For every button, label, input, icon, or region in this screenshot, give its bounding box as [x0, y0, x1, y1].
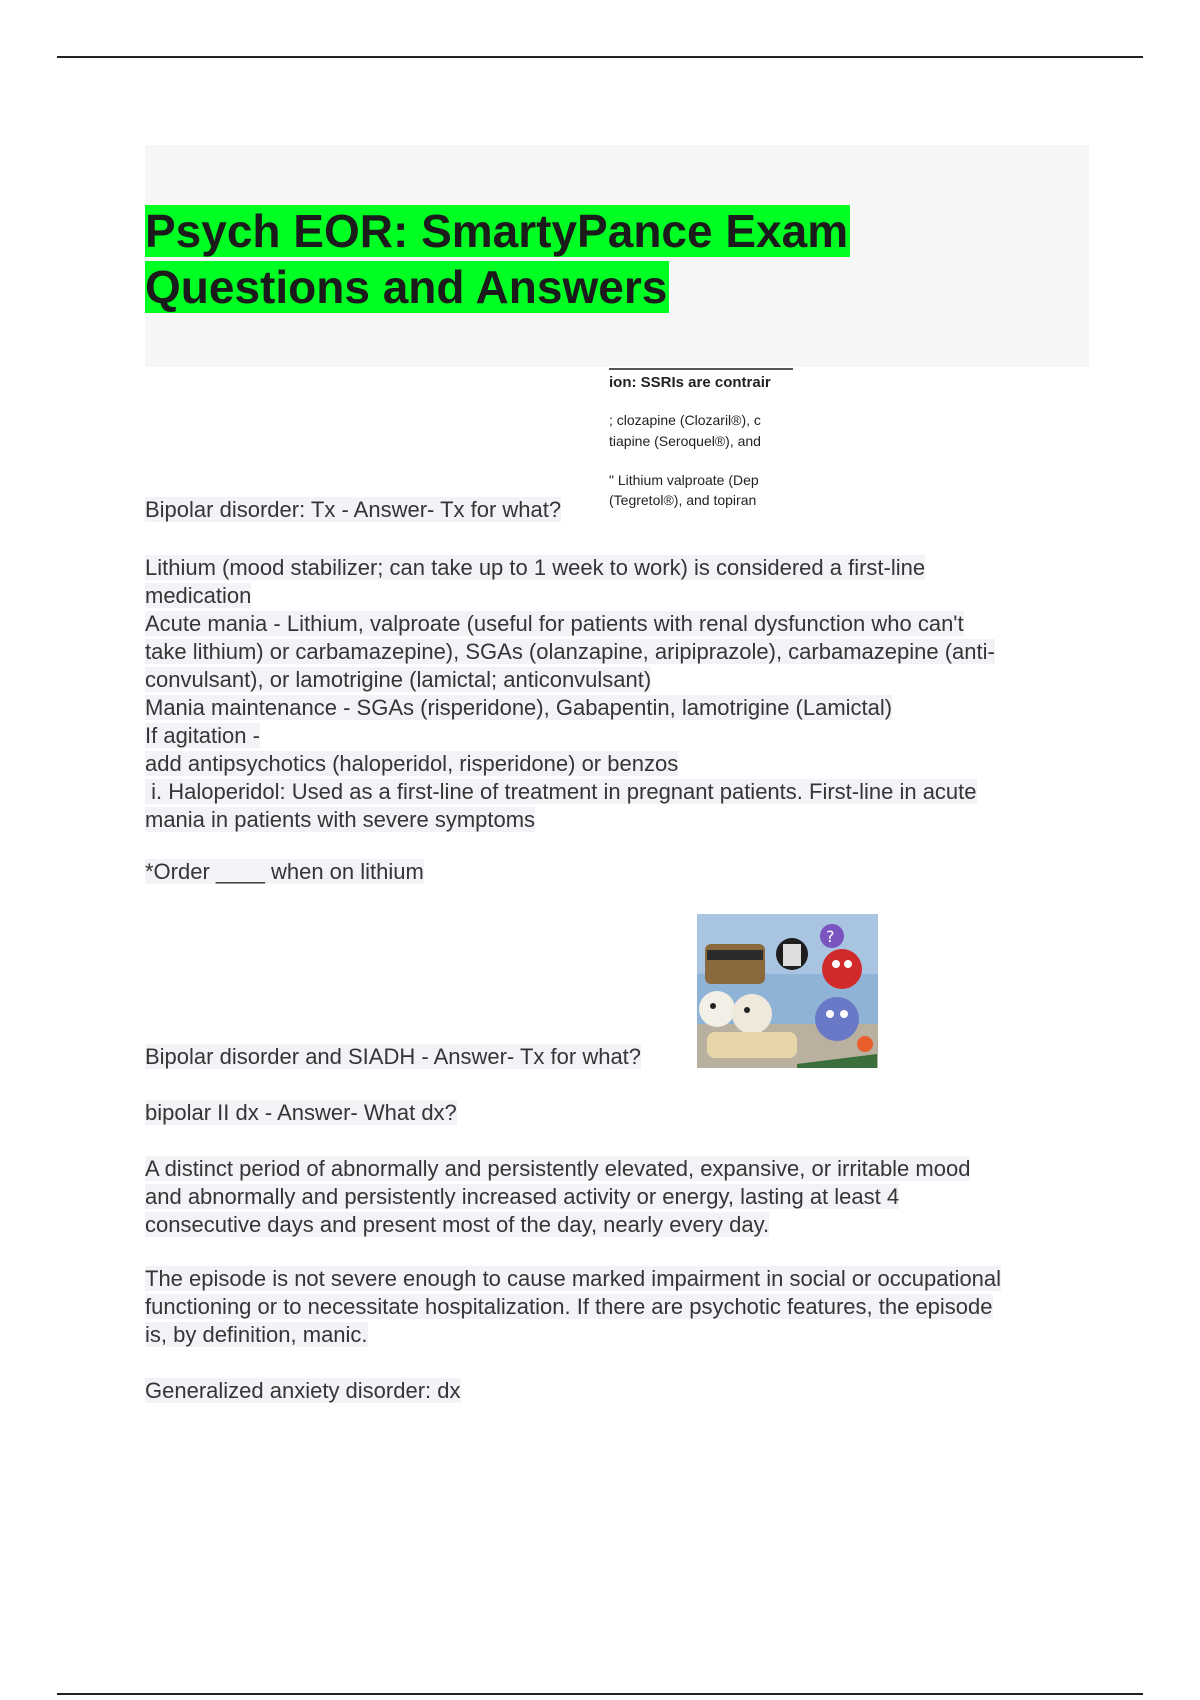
answer-line: consecutive days and present most of the day, nearly every day.	[145, 1212, 770, 1237]
order-lithium-line	[145, 858, 1090, 886]
question-text: bipolar II dx - Answer- What dx?	[145, 1100, 457, 1125]
question-text: Generalized anxiety disorder: dx	[145, 1378, 461, 1403]
top-rule	[57, 56, 1143, 58]
answer-line: The episode is not severe enough to cause marked impairment in social or occupational	[145, 1266, 1002, 1291]
answer-line: add antipsychotics (haloperidol, risperidone) or benzos	[145, 751, 679, 776]
question-bipolar-ii	[145, 1099, 1090, 1127]
answer-line: functioning or to necessitate hospitalization. If there are psychotic features, the episode	[145, 1294, 993, 1319]
answer-line: i. Haloperidol: Used as a first-line of treatment in pregnant patients. First-line in acute	[145, 779, 977, 804]
snippet-line-3: tiapine (Seroquel®), and	[609, 433, 761, 449]
answer-line: mania in patients with severe symptoms	[145, 807, 536, 832]
answer-line: Acute mania - Lithium, valproate (useful for patients with renal dysfunction who can't	[145, 611, 964, 636]
answer-line: If agitation -	[145, 723, 260, 748]
question-gad	[145, 1377, 1090, 1405]
snippet-line-2: ; clozapine (Clozaril®), c	[609, 412, 761, 428]
snippet-line-4: " Lithium valproate (Dep	[609, 472, 759, 488]
question-text: Bipolar disorder: Tx - Answer- Tx for what?	[145, 497, 562, 522]
question-bipolar-siadh	[145, 1043, 1090, 1071]
ssri-snippet-image	[609, 366, 793, 513]
answer-line: Mania maintenance - SGAs (risperidone), Gabapentin, lamotrigine (Lamictal)	[145, 695, 893, 720]
snippet-line-1: ion: SSRIs are contrair	[609, 374, 771, 391]
title-line-2: Questions and Answers	[145, 261, 668, 313]
svg-text:?: ?	[826, 927, 835, 946]
snippet-top-bar	[609, 368, 793, 370]
answer-line: A distinct period of abnormally and persistently elevated, expansive, or irritable mood	[145, 1156, 971, 1181]
answer-line: take lithium) or carbamazepine), SGAs (olanzapine, aripiprazole), carbamazepine (anti-	[145, 639, 995, 664]
question-bipolar-tx	[145, 496, 1090, 524]
answer-line: convulsant), or lamotrigine (lamictal; anticonvulsant)	[145, 667, 652, 692]
snippet-line-5: (Tegretol®), and topiran	[609, 492, 757, 508]
answer-line: is, by definition, manic.	[145, 1322, 368, 1347]
answer-bipolar-ii-para-2	[145, 1265, 1090, 1349]
answer-line: medication	[145, 583, 252, 608]
answer-bipolar-ii-para-1	[145, 1155, 1090, 1239]
answer-bipolar-tx	[145, 554, 1090, 834]
title-line-1: Psych EOR: SmartyPance Exam	[145, 205, 849, 257]
answer-line: Lithium (mood stabilizer; can take up to 1 week to work) is considered a first-line	[145, 555, 926, 580]
question-text: Bipolar disorder and SIADH - Answer- Tx for what?	[145, 1044, 642, 1069]
answer-line: and abnormally and persistently increased activity or energy, lasting at least 4	[145, 1184, 900, 1209]
bottom-rule	[57, 1693, 1143, 1695]
order-text: *Order ____ when on lithium	[145, 859, 424, 884]
document-title	[145, 203, 905, 315]
